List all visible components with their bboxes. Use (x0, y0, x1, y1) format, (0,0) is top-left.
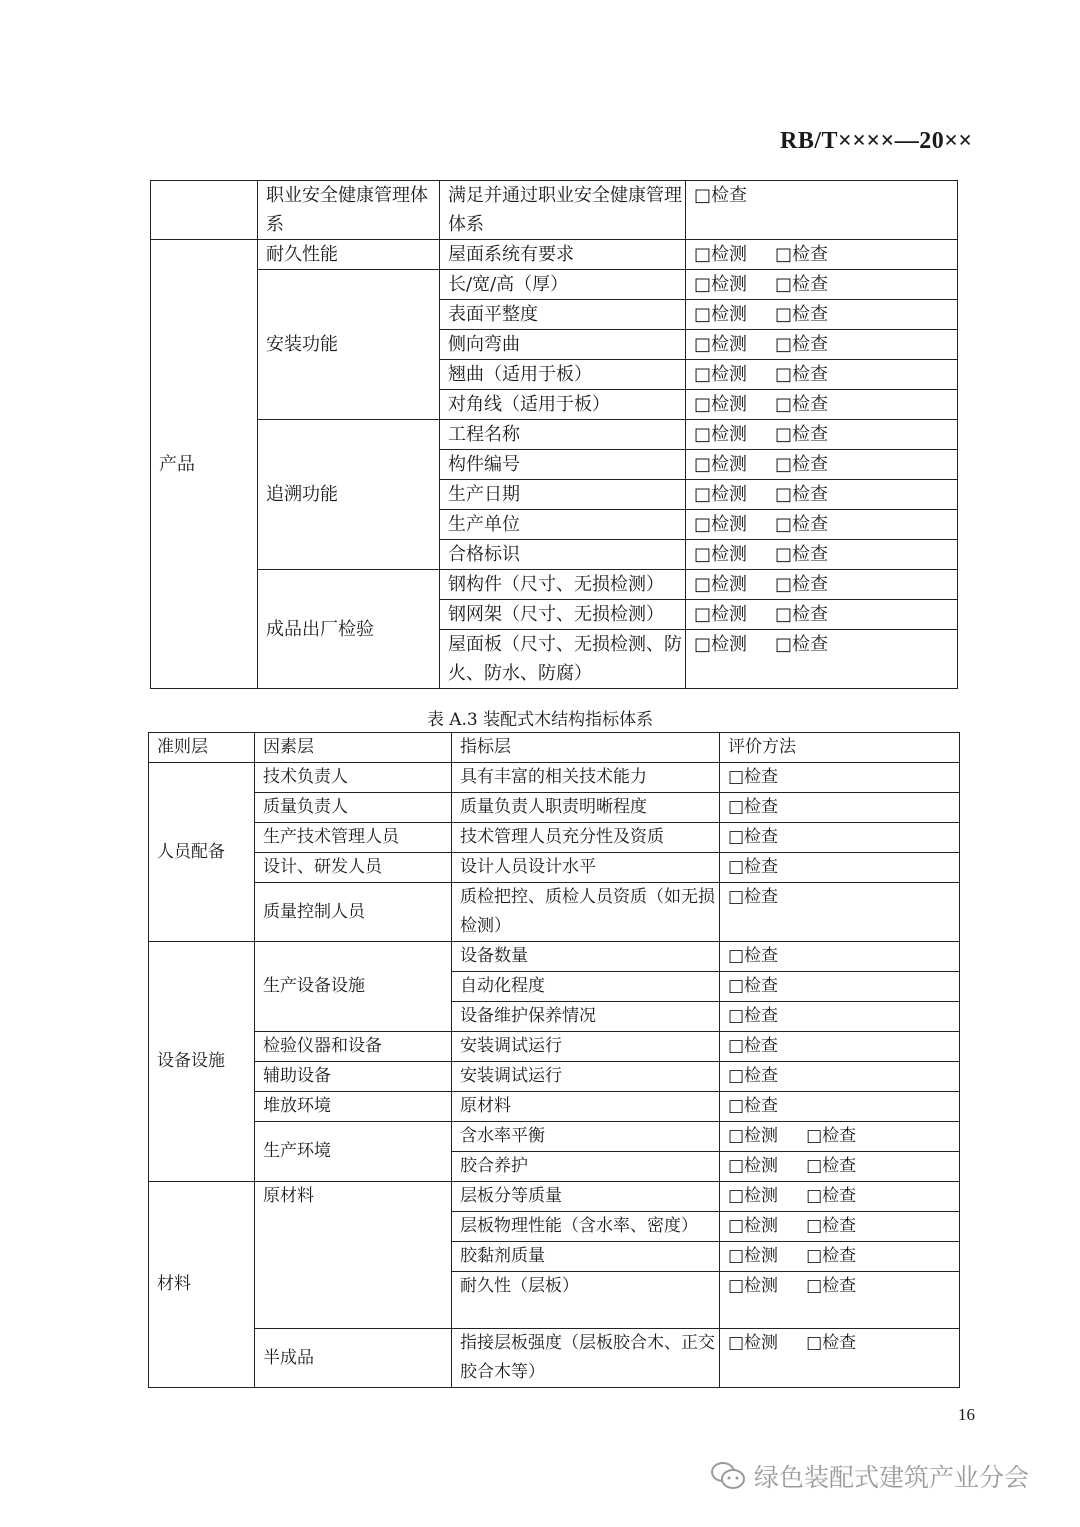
method-cell (720, 1062, 960, 1092)
method-option: □检查 (806, 1333, 857, 1353)
method-option: □检测 (728, 1276, 779, 1296)
method-option: □检查 (775, 424, 829, 445)
method-option: □检查 (728, 857, 779, 877)
method-option: □检查 (775, 544, 829, 565)
method-option: □检测 (694, 364, 748, 385)
method-cell (720, 853, 960, 883)
method-cell (720, 883, 960, 942)
header-factor: 因素层 (255, 733, 452, 763)
method-option: □检查 (775, 304, 829, 325)
method-option: □检测 (694, 544, 748, 565)
method-option: □检测 (694, 514, 748, 535)
method-option: □检测 (728, 1216, 779, 1236)
method-cell (686, 420, 958, 450)
factor-cell: 追溯功能 (258, 420, 440, 570)
method-cell (720, 823, 960, 853)
method-cell (686, 600, 958, 630)
method-cell (720, 763, 960, 793)
method-cell (686, 450, 958, 480)
indicator-cell: 设计人员设计水平 (452, 853, 720, 883)
factor-cell: 生产技术管理人员 (255, 823, 452, 853)
page-number: 16 (958, 1405, 975, 1424)
method-option: □检查 (728, 1096, 779, 1116)
indicator-cell: 屋面板（尺寸、无损检测、防火、防水、防腐） (440, 630, 686, 689)
indicator-cell: 对角线（适用于板） (440, 390, 686, 420)
indicator-cell: 具有丰富的相关技术能力 (452, 763, 720, 793)
table-row (149, 1062, 960, 1092)
method-option: □检查 (806, 1246, 857, 1266)
method-option: □检查 (775, 334, 829, 355)
method-option: □检查 (806, 1156, 857, 1176)
table-row (149, 1329, 960, 1388)
table-row (151, 270, 958, 300)
indicator-table-continued (150, 180, 958, 689)
indicator-cell: 安装调试运行 (452, 1032, 720, 1062)
method-option: □检查 (694, 185, 748, 206)
method-cell (720, 1329, 960, 1388)
method-option: □检查 (806, 1216, 857, 1236)
table-row (149, 793, 960, 823)
method-option: □检查 (728, 1066, 779, 1086)
method-cell (720, 1002, 960, 1032)
method-cell (686, 540, 958, 570)
indicator-cell: 设备数量 (452, 942, 720, 972)
method-cell (720, 793, 960, 823)
method-option: □检查 (728, 976, 779, 996)
indicator-cell: 耐久性（层板） (452, 1272, 720, 1329)
indicator-cell: 屋面系统有要求 (440, 240, 686, 270)
watermark (710, 1458, 1029, 1494)
indicator-cell: 自动化程度 (452, 972, 720, 1002)
indicator-cell: 钢网架（尺寸、无损检测） (440, 600, 686, 630)
method-option: □检查 (775, 514, 829, 535)
factor-cell: 安装功能 (258, 270, 440, 420)
factor-cell: 质量控制人员 (255, 883, 452, 942)
indicator-cell: 设备维护保养情况 (452, 1002, 720, 1032)
method-option: □检查 (728, 887, 779, 907)
method-option: □检查 (728, 797, 779, 817)
factor-cell: 成品出厂检验 (258, 570, 440, 689)
factor-cell: 辅助设备 (255, 1062, 452, 1092)
table-header-row (149, 733, 960, 763)
indicator-cell: 合格标识 (440, 540, 686, 570)
method-cell (720, 972, 960, 1002)
indicator-cell: 侧向弯曲 (440, 330, 686, 360)
indicator-cell: 表面平整度 (440, 300, 686, 330)
method-cell (720, 1032, 960, 1062)
factor-cell: 半成品 (255, 1329, 452, 1388)
method-option: □检查 (775, 274, 829, 295)
table-row (149, 823, 960, 853)
indicator-cell: 原材料 (452, 1092, 720, 1122)
method-cell (686, 390, 958, 420)
method-cell (686, 630, 958, 689)
table-row (149, 942, 960, 972)
indicator-cell: 钢构件（尺寸、无损检测） (440, 570, 686, 600)
table-row (149, 883, 960, 942)
method-cell (720, 1272, 960, 1329)
factor-cell: 技术负责人 (255, 763, 452, 793)
method-option: □检查 (806, 1186, 857, 1206)
indicator-cell: 指接层板强度（层板胶合木、正交胶合木等） (452, 1329, 720, 1388)
method-option: □检查 (775, 364, 829, 385)
indicator-cell: 质量负责人职责明晰程度 (452, 793, 720, 823)
indicator-cell: 胶黏剂质量 (452, 1242, 720, 1272)
method-cell (686, 570, 958, 600)
table-row (149, 1032, 960, 1062)
table-row (151, 240, 958, 270)
method-option: □检查 (775, 484, 829, 505)
indicator-cell: 胶合养护 (452, 1152, 720, 1182)
method-option: □检测 (694, 574, 748, 595)
indicator-cell: 构件编号 (440, 450, 686, 480)
criterion-cell: 人员配备 (149, 763, 255, 942)
method-option: □检查 (775, 574, 829, 595)
header-criterion: 准则层 (149, 733, 255, 763)
method-option: □检查 (775, 454, 829, 475)
indicator-cell: 含水率平衡 (452, 1122, 720, 1152)
table-row (149, 1182, 960, 1212)
indicator-cell: 安装调试运行 (452, 1062, 720, 1092)
table-row (151, 570, 958, 600)
method-option: □检测 (728, 1126, 779, 1146)
criterion-cell (151, 181, 258, 240)
method-option: □检查 (806, 1126, 857, 1146)
criterion-cell: 产品 (151, 240, 258, 689)
method-option: □检测 (728, 1156, 779, 1176)
method-cell (720, 1152, 960, 1182)
method-cell (686, 300, 958, 330)
indicator-cell: 满足并通过职业安全健康管理体系 (440, 181, 686, 240)
table-caption: 表 A.3 装配式木结构指标体系 (426, 710, 654, 730)
method-cell (686, 240, 958, 270)
table-row (149, 1122, 960, 1152)
method-option: □检查 (728, 1036, 779, 1056)
method-option: □检测 (694, 604, 748, 625)
indicator-cell: 层板分等质量 (452, 1182, 720, 1212)
table-row (151, 420, 958, 450)
method-option: □检查 (728, 946, 779, 966)
factor-cell: 生产环境 (255, 1122, 452, 1182)
criterion-cell: 材料 (149, 1182, 255, 1388)
method-cell (720, 1242, 960, 1272)
method-option: □检查 (775, 604, 829, 625)
method-cell (686, 270, 958, 300)
method-option: □检测 (694, 334, 748, 355)
method-option: □检测 (694, 394, 748, 415)
method-cell (686, 360, 958, 390)
method-cell (686, 510, 958, 540)
wood-structure-indicator-table (148, 732, 960, 1388)
table-row (151, 181, 958, 240)
table-row (149, 1092, 960, 1122)
method-option: □检查 (728, 767, 779, 787)
method-option: □检查 (775, 244, 829, 265)
indicator-cell: 工程名称 (440, 420, 686, 450)
method-option: □检查 (775, 634, 829, 655)
method-option: □检查 (806, 1276, 857, 1296)
method-cell (720, 1092, 960, 1122)
table-row (149, 763, 960, 793)
method-cell (720, 1212, 960, 1242)
factor-cell: 原材料 (255, 1182, 452, 1329)
method-option: □检测 (694, 484, 748, 505)
method-option: □检测 (728, 1186, 779, 1206)
watermark-text: 绿色装配式建筑产业分会 (754, 1463, 1030, 1492)
method-option: □检查 (728, 1006, 779, 1026)
method-option: □检测 (694, 304, 748, 325)
indicator-cell: 技术管理人员充分性及资质 (452, 823, 720, 853)
method-cell (720, 942, 960, 972)
factor-cell: 检验仪器和设备 (255, 1032, 452, 1062)
method-cell (720, 1122, 960, 1152)
indicator-cell: 生产日期 (440, 480, 686, 510)
standard-code: RB/T××××—20×× (780, 128, 973, 154)
indicator-cell: 层板物理性能（含水率、密度） (452, 1212, 720, 1242)
factor-cell: 质量负责人 (255, 793, 452, 823)
method-option: □检测 (694, 274, 748, 295)
method-option: □检测 (728, 1333, 779, 1353)
method-cell (720, 1182, 960, 1212)
factor-cell: 设计、研发人员 (255, 853, 452, 883)
method-cell (686, 480, 958, 510)
factor-cell: 职业安全健康管理体系 (258, 181, 440, 240)
table-row (149, 853, 960, 883)
method-cell (686, 330, 958, 360)
header-indicator: 指标层 (452, 733, 720, 763)
header-method: 评价方法 (720, 733, 960, 763)
method-option: □检查 (728, 827, 779, 847)
wechat-icon (710, 1461, 746, 1491)
indicator-cell: 长/宽/高（厚） (440, 270, 686, 300)
method-option: □检测 (694, 244, 748, 265)
method-option: □检查 (775, 394, 829, 415)
factor-cell: 耐久性能 (258, 240, 440, 270)
indicator-cell: 质检把控、质检人员资质（如无损检测） (452, 883, 720, 942)
method-option: □检测 (728, 1246, 779, 1266)
indicator-cell: 翘曲（适用于板） (440, 360, 686, 390)
method-option: □检测 (694, 454, 748, 475)
factor-cell: 生产设备设施 (255, 942, 452, 1032)
criterion-cell: 设备设施 (149, 942, 255, 1182)
factor-cell: 堆放环境 (255, 1092, 452, 1122)
indicator-cell: 生产单位 (440, 510, 686, 540)
method-cell (686, 181, 958, 240)
method-option: □检测 (694, 634, 748, 655)
method-option: □检测 (694, 424, 748, 445)
